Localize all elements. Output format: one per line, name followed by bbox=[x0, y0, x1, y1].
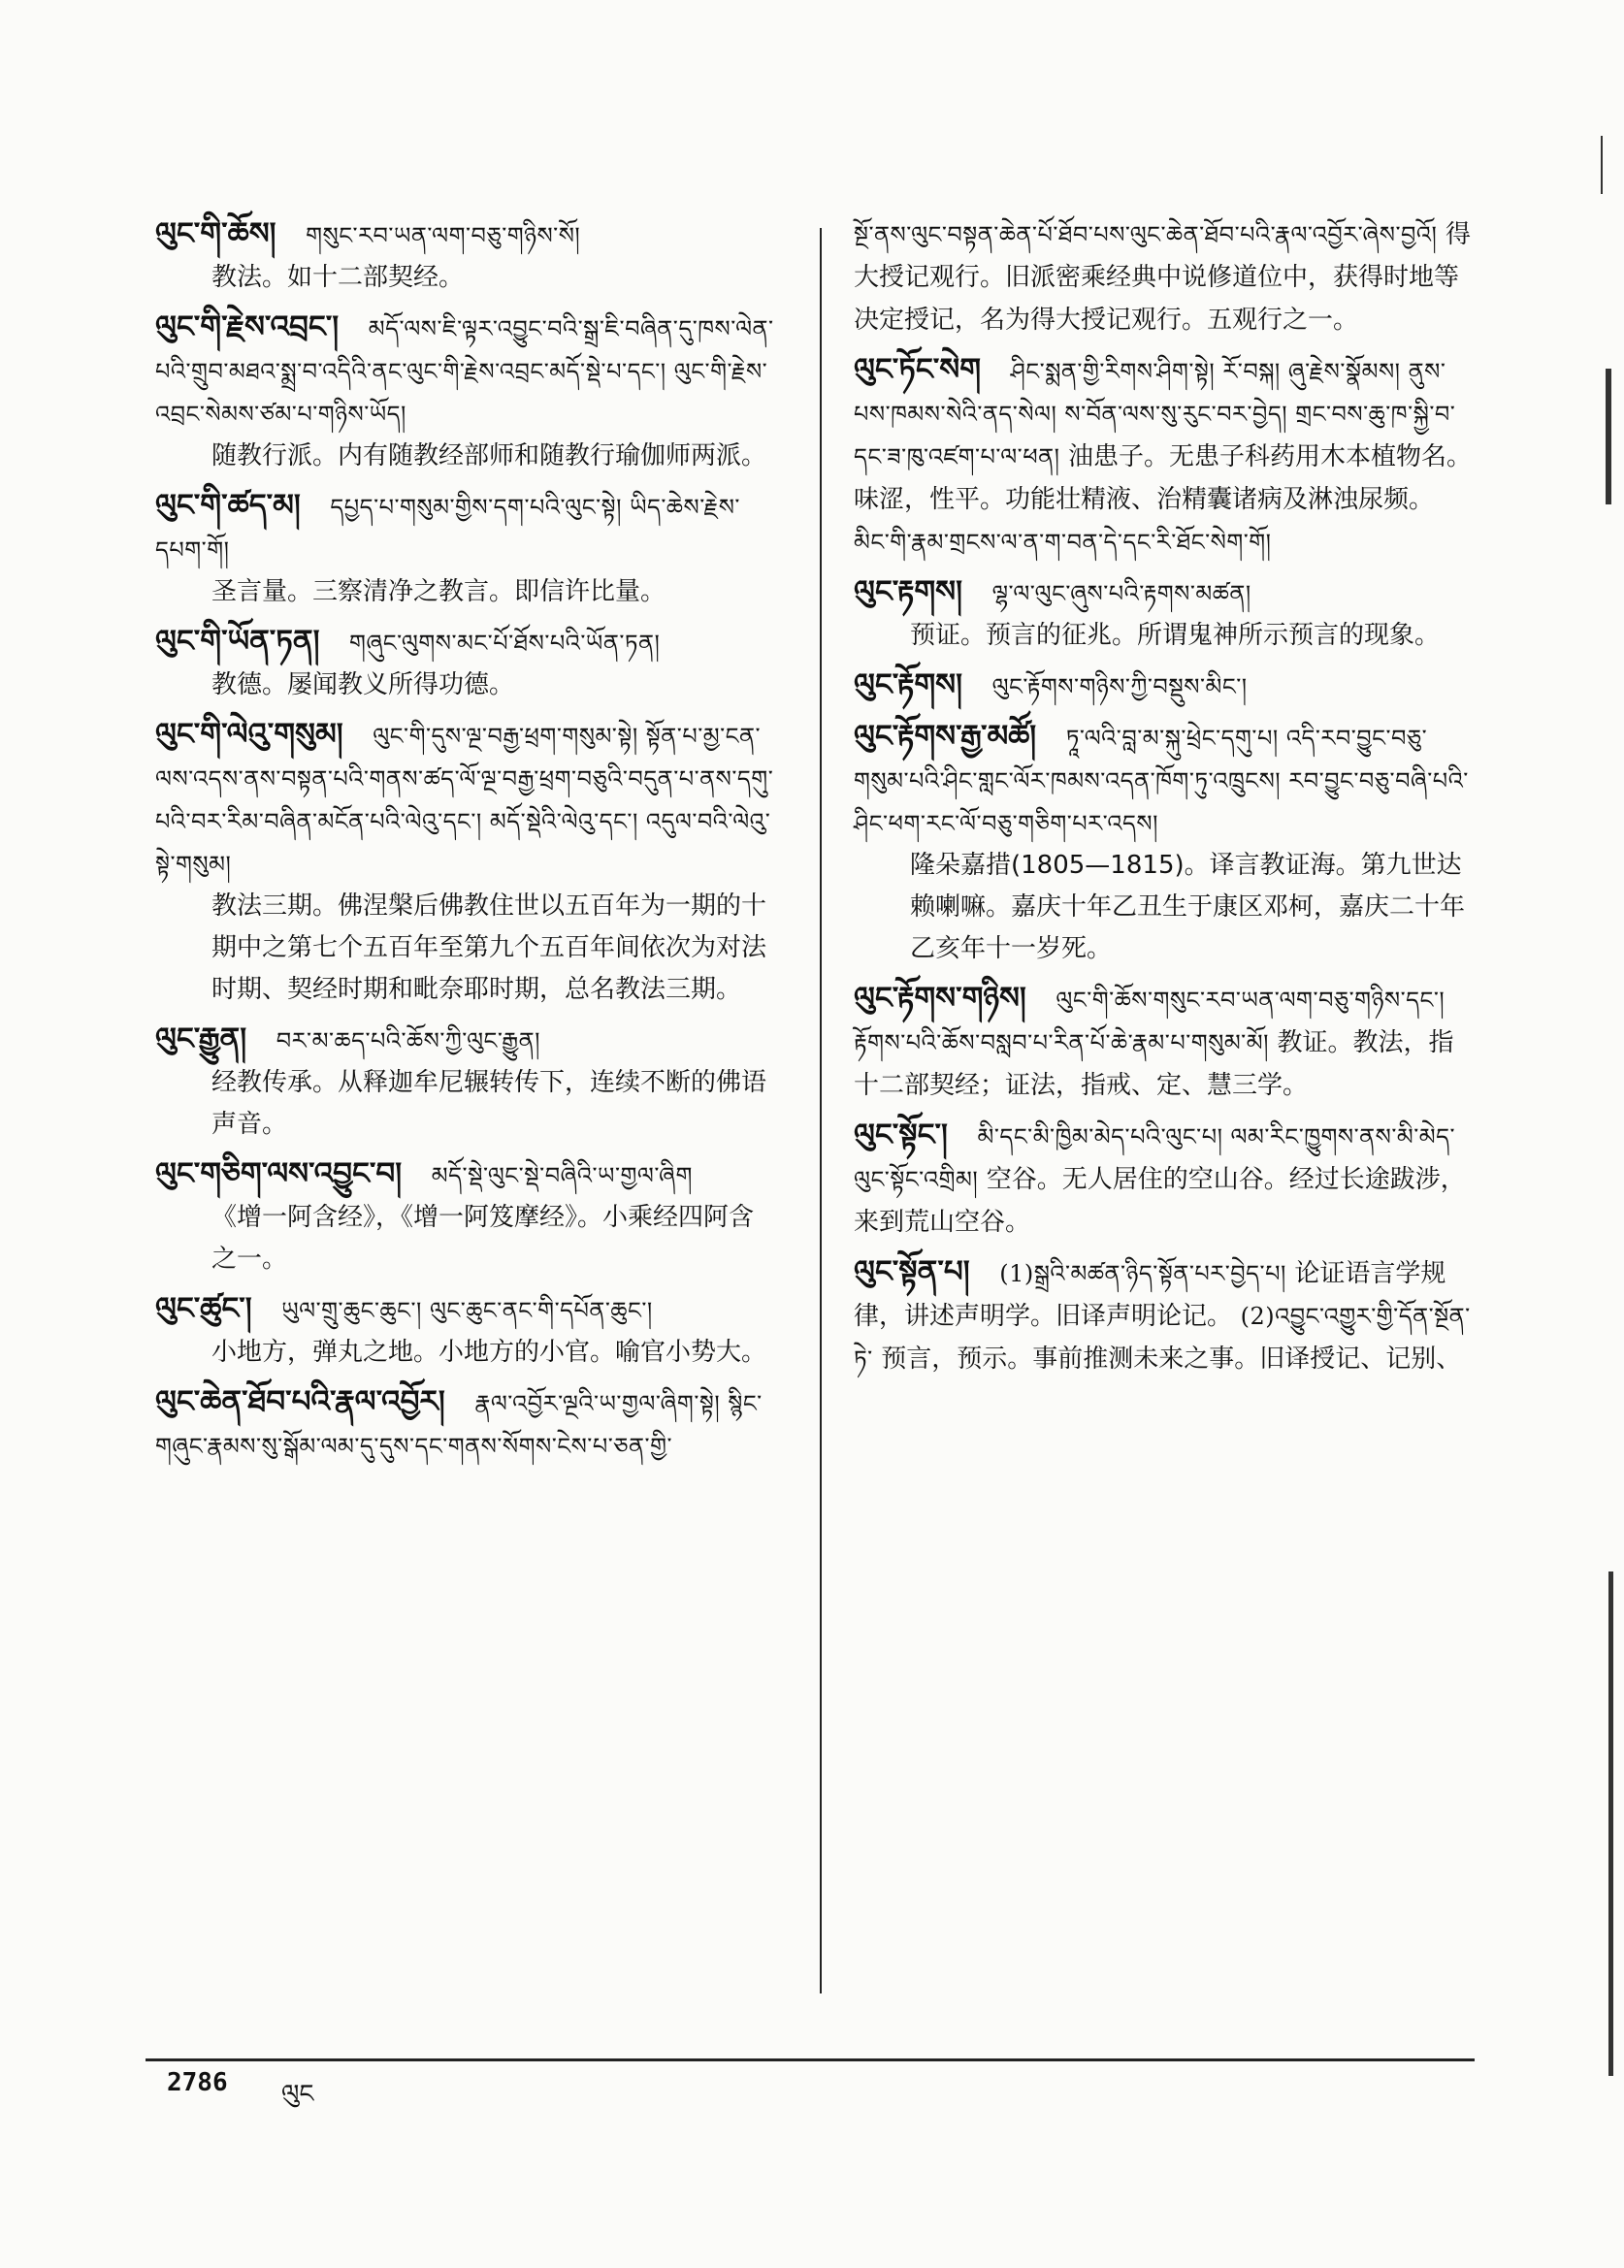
page-number: 2786 bbox=[167, 2068, 228, 2097]
entry bbox=[155, 1288, 776, 1374]
headword: ལུང་རྟོགས། bbox=[854, 667, 962, 702]
headword: ལུང་གི་རྗེས་འབྲང་། bbox=[155, 309, 340, 344]
right-column bbox=[854, 213, 1475, 1388]
headword: ལུང་རྟོགས་རྒྱ་མཚོ། bbox=[854, 719, 1037, 754]
headword: ལུང་སྟོང་། bbox=[854, 1118, 948, 1152]
chinese-definition: 空谷。无人居住的空山谷。经过长途跋涉，来到荒山空谷。 bbox=[854, 1165, 1466, 1237]
tibetan-definition: སྔོ་ནས་ལུང་བསྟན་ཆེན་པོ་ཐོབ་པས་ལུང་ཆེན་ཐོབ་པའི་རྣལ་འབྱོར་ཞེས་བྱའོ། bbox=[854, 221, 1438, 248]
entry bbox=[155, 213, 776, 299]
tibetan-definition: ལུང་རྟོགས་གཉིས་ཀྱི་བསྡུས་མིང་། bbox=[991, 673, 1248, 700]
chinese-definition: 隆朵嘉措(1805—1815)。译言教证海。第九世达赖喇嘛。嘉庆十年乙丑生于康区邓柯，嘉庆二十年乙亥年十一岁死。 bbox=[910, 851, 1466, 963]
entry bbox=[854, 1115, 1475, 1244]
chinese-definition-2: 预言，预示。事前推测未来之事。旧译授记、记别、 bbox=[881, 1345, 1462, 1374]
tibetan-definition: ཤིང་སྨན་གྱི་རིགས་ཤིག་སྟེ། རོ་བསྐ། ཞུ་རྗེས་སྣོམས། ནུས་པས་ཁམས་སེའི་ནད་སེལ། ས་བོན་ལས་སུ་རུང་བར་བྱེད། གྲང་བས་ཆུ་ཁ་སྐྱི་བ་དང་ཟ་ཁུ་འཛག་པ་ལ་ཕན། bbox=[854, 358, 1456, 470]
entry bbox=[155, 714, 776, 1011]
tibetan-definition: བར་མ་ཆད་པའི་ཆོས་ཀྱི་ལུང་རྒྱུན། bbox=[276, 1027, 540, 1054]
chinese-definition: 随教行派。内有随教经部师和随教行瑜伽师两派。 bbox=[211, 441, 767, 470]
entry bbox=[854, 978, 1475, 1107]
entry-continuation bbox=[854, 213, 1475, 341]
running-head: ལུང bbox=[281, 2080, 314, 2109]
entry bbox=[854, 571, 1475, 657]
left-column bbox=[155, 213, 776, 1475]
tibetan-definition: དཔྱད་པ་གསུམ་གྱིས་དག་པའི་ལུང་སྟེ། ཡིད་ཆེས་རྗེས་དཔག་གོ། bbox=[155, 494, 740, 564]
chinese-definition: 小地方，弹丸之地。小地方的小官。喻官小势大。 bbox=[211, 1338, 767, 1367]
entry bbox=[155, 1019, 776, 1146]
chinese-definition: 油患子。无患子科药用木本植物名。味涩，性平。功能壮精液、治精囊诸病及淋浊尿频。 bbox=[854, 442, 1473, 514]
tibetan-definition: ཏཱ་ལའི་བླ་མ་སྐུ་ཕྲེང་དགུ་པ། འདི་རབ་བྱུང་བཅུ་གསུམ་པའི་ཤིང་གླང་ལོར་ཁམས་འདན་ཁོག་ཏུ་འཁྲུངས། རབ་བྱུང་བཅུ་བཞི་པའི་ཤིང་ཕག་རང་ལོ་བཅུ་གཅིག་པར་འདས། bbox=[854, 725, 1469, 837]
chinese-definition: 教法三期。佛涅槃后佛教住世以五百年为一期的十期中之第七个五百年至第九个五百年间依次为对法时期、契经时期和毗奈耶时期，总名教法三期。 bbox=[211, 891, 767, 1004]
scan-edge-mark bbox=[1601, 136, 1603, 194]
headword: ལུང་སྟོན་པ། bbox=[854, 1254, 970, 1289]
entry bbox=[155, 485, 776, 613]
headword: ལུང་གཅིག་ལས་འབྱུང་བ། bbox=[155, 1156, 403, 1191]
tibetan-definition: གསུང་རབ་ཡན་ལག་བཅུ་གཉིས་སོ། bbox=[306, 222, 581, 249]
entry bbox=[854, 349, 1475, 564]
chinese-definition: 预证。预言的征兆。所谓鬼神所示预言的现象。 bbox=[910, 621, 1441, 650]
tibetan-definition: ཡུལ་གྲུ་ཆུང་ཆུང་། ལུང་ཆུང་ནང་གི་དཔོན་ཆུང་། bbox=[281, 1297, 653, 1324]
entry bbox=[854, 664, 1475, 708]
tibetan-definition: མདོ་ལས་ཇི་ལྟར་འབྱུང་བའི་སྒྲ་ཇི་བཞིན་དུ་ཁས་ལེན་པའི་གྲུབ་མཐའ་སྨྲ་བ་འདིའི་ནང་ལུང་གི་རྗེས་འབྲང་མདོ་སྡེ་པ་དང་། ལུང་གི་རྗེས་འབྲང་སེམས་ཙམ་པ་གཉིས་ཡོད། bbox=[155, 315, 774, 428]
tibetan-definition: ལུང་གི་དུས་ལྔ་བརྒྱ་ཕྲག་གསུམ་སྟེ། སྟོན་པ་མྱ་ངན་ལས་འདས་ནས་བསྟན་པའི་གནས་ཚད་ལོ་ལྔ་བརྒྱ་ཕྲག་བཅུའི་བདུན་པ་ནས་དགུ་པའི་བར་རིམ་བཞིན་མངོན་པའི་ལེའུ་དང་། མདོ་སྡེའི་ལེའུ་དང་། འདུལ་བའི་ལེའུ་སྟེ་གསུམ། bbox=[155, 723, 774, 878]
tibetan-definition: (1)སྒྲའི་མཚན་ཉིད་སྟོན་པར་བྱེད་པ། bbox=[999, 1260, 1286, 1287]
tibetan-definition: ལྷ་ལ་ལུང་ཞུས་པའི་རྟགས་མཚན། bbox=[991, 580, 1251, 607]
headword: ལུང་ཏོང་སེག bbox=[854, 352, 982, 387]
entry bbox=[155, 307, 776, 477]
tibetan-definition: གཞུང་ལུགས་མང་པོ་ཐོས་པའི་ཡོན་ཏན། bbox=[349, 630, 661, 657]
chinese-definition: 教法。如十二部契经。 bbox=[211, 263, 465, 292]
tibetan-definition-2: (2)འབྱུང་འགྱུར་གྱི་དོན་སྔོན་ཏེ་ bbox=[854, 1303, 1471, 1373]
chinese-definition: 经教传承。从释迦牟尼辗转传下，连续不断的佛语声音。 bbox=[211, 1068, 767, 1139]
headword: ལུང་གི་ཚད་མ། bbox=[155, 488, 301, 523]
entry bbox=[854, 1251, 1475, 1380]
tibetan-definition: མདོ་སྡེ་ལུང་སྡེ་བཞིའི་ཡ་གྱལ་ཞིག bbox=[431, 1162, 693, 1189]
headword: ལུང་ཆེན་ཐོབ་པའི་རྣལ་འབྱོར། bbox=[155, 1384, 445, 1419]
headword: ལུང་གི་ལེའུ་གསུམ། bbox=[155, 717, 343, 752]
chinese-definition: 教德。屡闻教义所得功德。 bbox=[211, 670, 515, 699]
scan-edge-mark bbox=[1608, 1571, 1613, 2076]
scan-edge-mark bbox=[1606, 369, 1611, 504]
entry bbox=[155, 1153, 776, 1280]
tibetan-definition: རྣལ་འབྱོར་ལྔའི་ཡ་གྱལ་ཞིག་སྟེ། སྙིང་གཞུང་རྣམས་སུ་སྒོམ་ལམ་དུ་དུས་དང་གནས་སོགས་ངེས་པ་ཅན་གྱི་ bbox=[155, 1390, 763, 1460]
headword: ལུང་གི་ཡོན་ཏན། bbox=[155, 624, 320, 659]
entry bbox=[854, 716, 1475, 970]
chinese-definition: 得大授记观行。旧派密乘经典中说修道位中，获得时地等决定授记，名为得大授记观行。五观行之一。 bbox=[854, 220, 1471, 335]
headword: ལུང་ཚུང་། bbox=[155, 1291, 252, 1326]
tibetan-definition: མི་དང་མི་ཁྱིམ་མེད་པའི་ལུང་པ། ལམ་རིང་ཁྱུགས་ནས་མི་མེད་ལུང་སྟོང་འགྲིམ། bbox=[854, 1123, 1456, 1193]
entry bbox=[155, 1381, 776, 1468]
column-divider bbox=[820, 228, 822, 1993]
footer-rule bbox=[146, 2058, 1475, 2061]
chinese-definition: 圣言量。三察清净之教言。即信许比量。 bbox=[211, 577, 666, 606]
headword: ལུང་རྟགས། bbox=[854, 574, 962, 609]
headword: ལུང་རྒྱུན། bbox=[155, 1021, 247, 1056]
entry bbox=[155, 621, 776, 706]
chinese-definition: 教证。教法，指十二部契经；证法，指戒、定、慧三学。 bbox=[854, 1028, 1454, 1100]
tibetan-definition: ལུང་གི་ཆོས་གསུང་རབ་ཡན་ལག་བཅུ་གཉིས་དང་། རྟོགས་པའི་ཆོས་བསླབ་པ་རིན་པོ་ཆེ་རྣམ་པ་གསུམ་མོ། bbox=[854, 987, 1445, 1056]
headword: ལུང་རྟོགས་གཉིས། bbox=[854, 981, 1026, 1016]
chinese-definition: 《增一阿含经》，《增一阿笈摩经》。小乘经四阿含之一。 bbox=[211, 1203, 755, 1274]
tibetan-synonyms: མིང་གི་རྣམ་གྲངས་ལ་ན་ག་བན་དེ་དང་རི་ཐོང་སེག་གོ། bbox=[854, 529, 1272, 556]
chinese-definition: 论证语言学规律，讲述声明学。旧译声明论记。 bbox=[854, 1259, 1446, 1331]
headword: ལུང་གི་ཆོས། bbox=[155, 216, 276, 251]
